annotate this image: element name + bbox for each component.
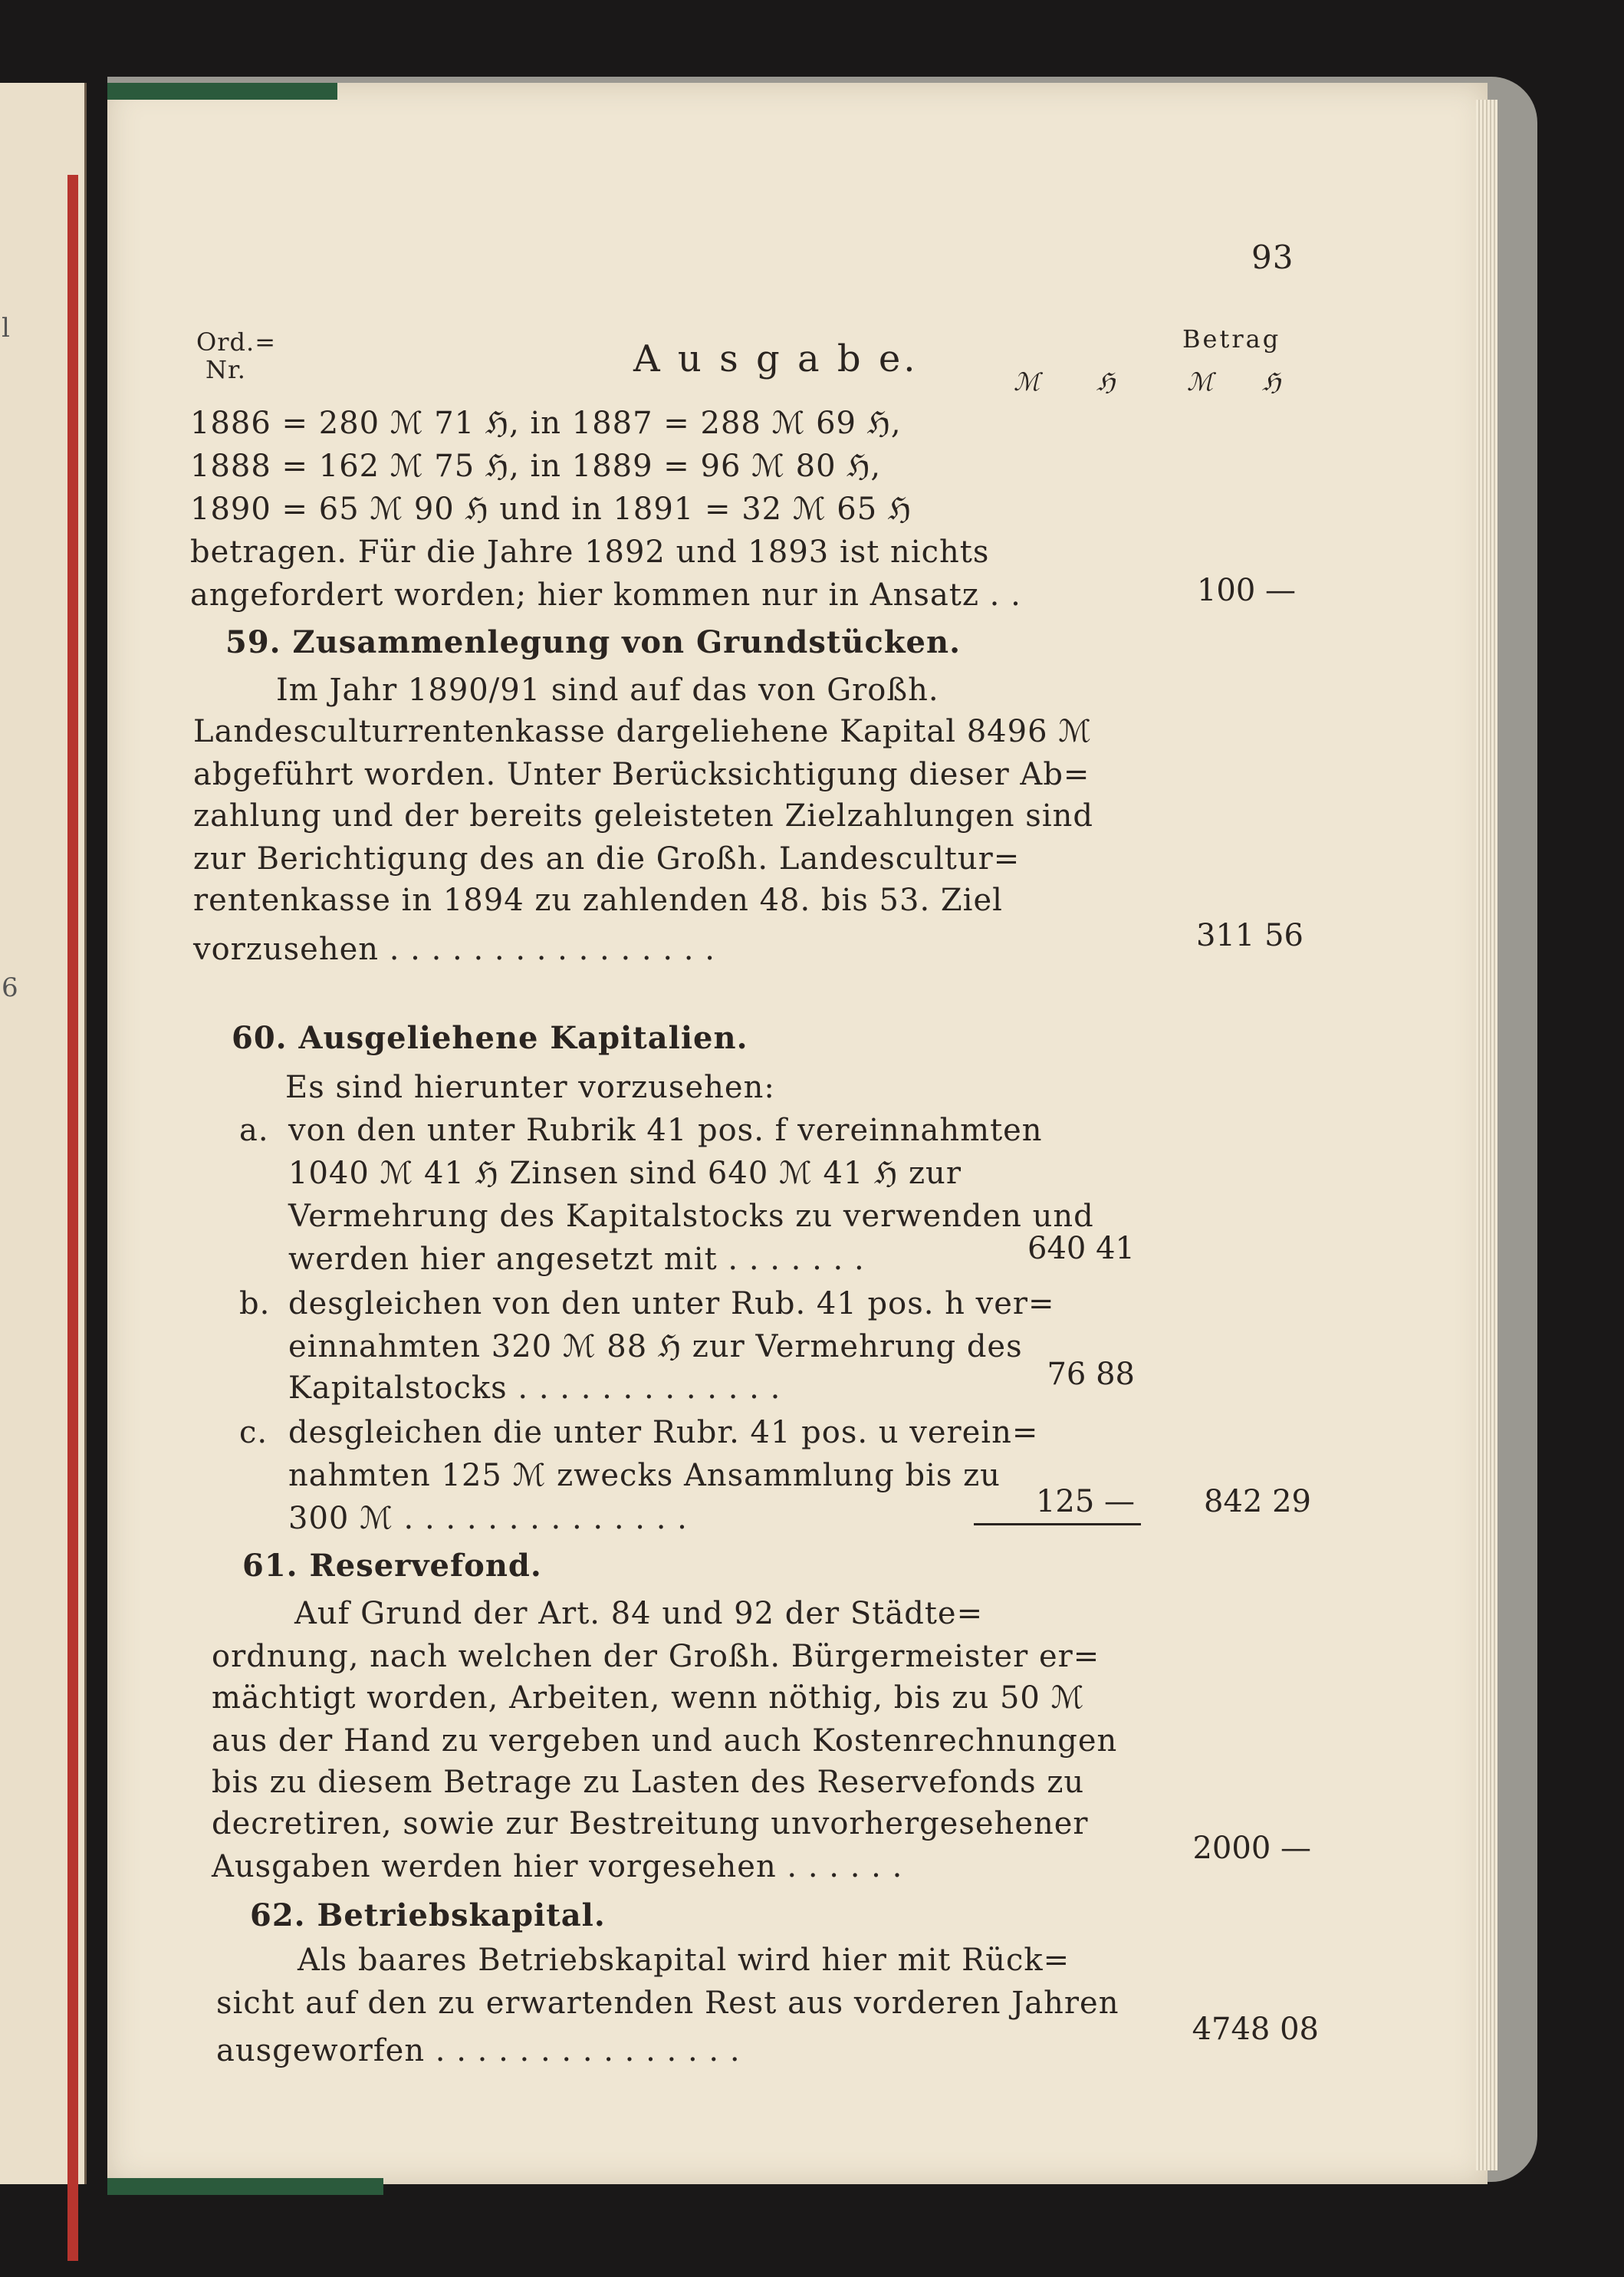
section-62-heading: 62. Betriebskapital. <box>250 1897 606 1933</box>
section-61-heading: 61. Reservefond. <box>242 1548 542 1584</box>
ord-label: Ord.= <box>196 327 276 357</box>
text-line: 1040 ℳ 41 ℌ Zinsen sind 640 ℳ 41 ℌ zur <box>288 1156 962 1191</box>
text-line: 1886 = 280 ℳ 71 ℌ, in 1887 = 288 ℳ 69 ℌ, <box>190 406 902 441</box>
page-number: 93 <box>1251 239 1294 276</box>
text-line: bis zu diesem Betrage zu Lasten des Reservefonds zu <box>212 1765 1085 1800</box>
amount-intro: 100 — <box>1196 573 1296 608</box>
spine-band-bottom <box>107 2178 383 2195</box>
page-edges <box>1476 100 1497 2170</box>
text-line: nahmten 125 ℳ zwecks Ansammlung bis zu <box>288 1458 1001 1493</box>
text-line: 300 ℳ . . . . . . . . . . . . . . <box>288 1501 688 1536</box>
nr-label: Nr. <box>205 355 246 384</box>
amount-60b: 76 88 <box>1047 1357 1135 1392</box>
text-line: zur Berichtigung des an die Großh. Landescultur= <box>193 841 1021 877</box>
amount-61: 2000 — <box>1192 1831 1311 1866</box>
left-page-mark: l <box>2 313 10 344</box>
text-line: Kapitalstocks . . . . . . . . . . . . . <box>288 1370 781 1406</box>
item-label-a: a. <box>239 1113 269 1148</box>
text-line: desgleichen die unter Rubr. 41 pos. u verein= <box>288 1415 1039 1450</box>
text-line: ausgeworfen . . . . . . . . . . . . . . . <box>216 2033 741 2068</box>
text-line: Auf Grund der Art. 84 und 92 der Städte= <box>294 1596 984 1631</box>
currency-pf-col2: ℌ <box>1262 367 1282 397</box>
text-line: abgeführt worden. Unter Berücksichtigung dieser Ab= <box>193 757 1090 792</box>
section-60-heading: 60. Ausgeliehene Kapitalien. <box>232 1020 748 1056</box>
text-line: desgleichen von den unter Rub. 41 pos. h ver= <box>288 1286 1055 1321</box>
left-page <box>0 83 87 2184</box>
text-line: von den unter Rubrik 41 pos. f vereinnahmten <box>288 1113 1043 1148</box>
text-line: Es sind hierunter vorzusehen: <box>285 1070 775 1105</box>
text-line: rentenkasse in 1894 zu zahlenden 48. bis 53. Ziel <box>193 883 1003 918</box>
text-line: Im Jahr 1890/91 sind auf das von Großh. <box>276 673 939 708</box>
text-line: sicht auf den zu erwartenden Rest aus vorderen Jahren <box>216 1986 1119 2021</box>
text-line: Ausgaben werden hier vorgesehen . . . . . . <box>212 1849 903 1884</box>
item-label-c: c. <box>239 1415 268 1450</box>
text-line: 1888 = 162 ℳ 75 ℌ, in 1889 = 96 ℳ 80 ℌ, <box>190 449 882 484</box>
currency-pf-col1: ℌ <box>1096 367 1116 397</box>
currency-mark-col2: ℳ <box>1187 367 1215 397</box>
text-line: vorzusehen . . . . . . . . . . . . . . . . <box>193 932 715 967</box>
text-line: zahlung und der bereits geleisteten Zielzahlungen sind <box>193 798 1093 834</box>
left-page-mark: 6 <box>2 972 18 1003</box>
spine-band-top <box>107 83 337 100</box>
amount-60a: 640 41 <box>1027 1231 1135 1266</box>
text-line: betragen. Für die Jahre 1892 und 1893 ist nichts <box>190 535 990 570</box>
text-line: werden hier angesetzt mit . . . . . . . <box>288 1242 865 1277</box>
amount-60-total: 842 29 <box>1204 1484 1311 1519</box>
section-59-heading: 59. Zusammenlegung von Grundstücken. <box>225 624 961 660</box>
amount-59: 311 56 <box>1196 918 1303 953</box>
text-line: angefordert worden; hier kommen nur in Ansatz . . <box>190 577 1021 613</box>
left-page-edge <box>67 175 78 2261</box>
text-line: Als baares Betriebskapital wird hier mit Rück= <box>298 1943 1070 1978</box>
text-line: mächtigt worden, Arbeiten, wenn nöthig, bis zu 50 ℳ <box>212 1680 1085 1716</box>
betrag-label: Betrag <box>1182 324 1281 354</box>
amount-62: 4748 08 <box>1192 2012 1319 2047</box>
text-line: 1890 = 65 ℳ 90 ℌ und in 1891 = 32 ℳ 65 ℌ <box>190 492 912 527</box>
text-line: Landesculturrentenkasse dargeliehene Kapital 8496 ℳ <box>193 714 1093 749</box>
text-line: aus der Hand zu vergeben und auch Kostenrechnungen <box>212 1723 1118 1759</box>
subtotal-rule <box>974 1523 1141 1525</box>
currency-mark-col1: ℳ <box>1014 367 1041 397</box>
text-line: einnahmten 320 ℳ 88 ℌ zur Vermehrung des <box>288 1329 1023 1364</box>
text-line: decretiren, sowie zur Bestreitung unvorhergesehener <box>212 1806 1089 1841</box>
text-line: ordnung, nach welchen der Großh. Bürgermeister er= <box>212 1639 1100 1674</box>
page-title: A u s g a b e. <box>633 337 919 380</box>
item-label-b: b. <box>239 1286 271 1321</box>
amount-60c: 125 — <box>1035 1484 1135 1519</box>
text-line: Vermehrung des Kapitalstocks zu verwenden und <box>288 1199 1094 1234</box>
